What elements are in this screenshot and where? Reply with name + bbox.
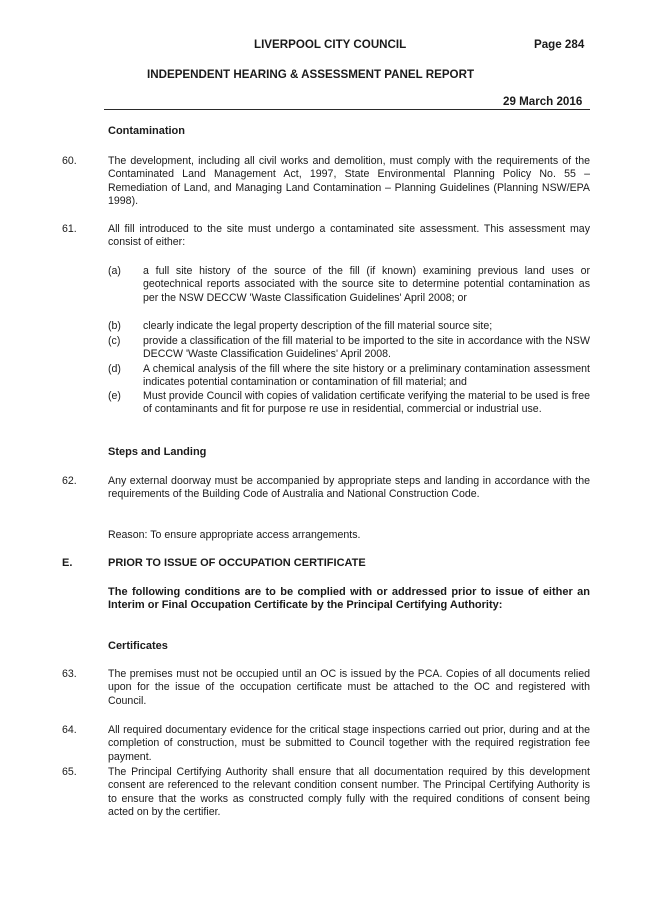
heading-steps-and-landing: Steps and Landing [108,446,207,458]
condition-61b-label: (b) [108,320,121,332]
header-rule [104,109,590,110]
report-date: 29 March 2016 [503,95,583,108]
heading-certificates: Certificates [108,640,168,652]
condition-60-text: The development, including all civil works and demolition, must comply with the requirements of the Contaminated Land Management Act, 1997, State Environmental Planning Policy No. 55 – Remediation of Land, and Managing Land Contamination – Planning Guidelines (Planning NSW/EPA 1998). [108,155,590,208]
condition-62-text: Any external doorway must be accompanied by appropriate steps and landing in accordance with the requirements of the Building Code of Australia and National Construction Code. [108,475,590,501]
condition-63-number: 63. [62,668,77,680]
condition-61e-label: (e) [108,390,121,402]
condition-61-number: 61. [62,223,77,235]
report-title: INDEPENDENT HEARING & ASSESSMENT PANEL REPORT [147,68,475,81]
section-e-title: PRIOR TO ISSUE OF OCCUPATION CERTIFICATE [108,557,366,569]
council-name: LIVERPOOL CITY COUNCIL [254,38,407,51]
condition-61c-text: provide a classification of the fill material to be imported to the site in accordance with the NSW DECCW 'Waste Classification Guidelines' April 2008. [143,335,590,361]
condition-62-reason: Reason: To ensure appropriate access arrangements. [108,529,361,541]
condition-61b-text: clearly indicate the legal property description of the fill material source site; [143,320,493,332]
condition-61d-label: (d) [108,363,121,375]
page-number: Page 284 [534,38,585,51]
condition-63-text: The premises must not be occupied until an OC is issued by the PCA. Copies of all documents relied upon for the issue of the occupation certificate must be attached to the OC and registered with Council. [108,668,590,707]
section-e-letter: E. [62,557,73,569]
heading-contamination: Contamination [108,125,185,137]
condition-65-text: The Principal Certifying Authority shall ensure that all documentation required by this development consent are referenced to the relevant condition consent number. The Principal Certifying Authority is to ensure that the works as constructed comply fully with the required conditions of consent being acted on by the certifier. [108,766,590,819]
condition-61e-text: Must provide Council with copies of validation certificate verifying the material to be used is free of contaminants and fit for purpose re use in residential, commercial or industrial use. [143,390,590,416]
condition-61a-text: a full site history of the source of the fill (if known) examining previous land uses or geotechnical reports associated with the source site to determine potential contamination as per the NSW DECCW 'Waste Classification Guidelines' April 2008; or [143,265,590,304]
condition-61d-text: A chemical analysis of the fill where the site history or a preliminary contamination assessment indicates potential contamination or contamination of fill material; and [143,363,590,389]
condition-60-number: 60. [62,155,77,167]
condition-61c-label: (c) [108,335,121,347]
condition-61-text: All fill introduced to the site must undergo a contaminated site assessment. This assessment may consist of either: [108,223,590,249]
condition-64-text: All required documentary evidence for the critical stage inspections carried out prior, during and at the completion of construction, must be submitted to Council together with the required registration fee payment. [108,724,590,763]
condition-61a-label: (a) [108,265,121,277]
condition-65-number: 65. [62,766,77,778]
section-e-intro: The following conditions are to be complied with or addressed prior to issue of either an Interim or Final Occupation Certificate by the Principal Certifying Authority: [108,586,590,612]
condition-64-number: 64. [62,724,77,736]
condition-62-number: 62. [62,475,77,487]
